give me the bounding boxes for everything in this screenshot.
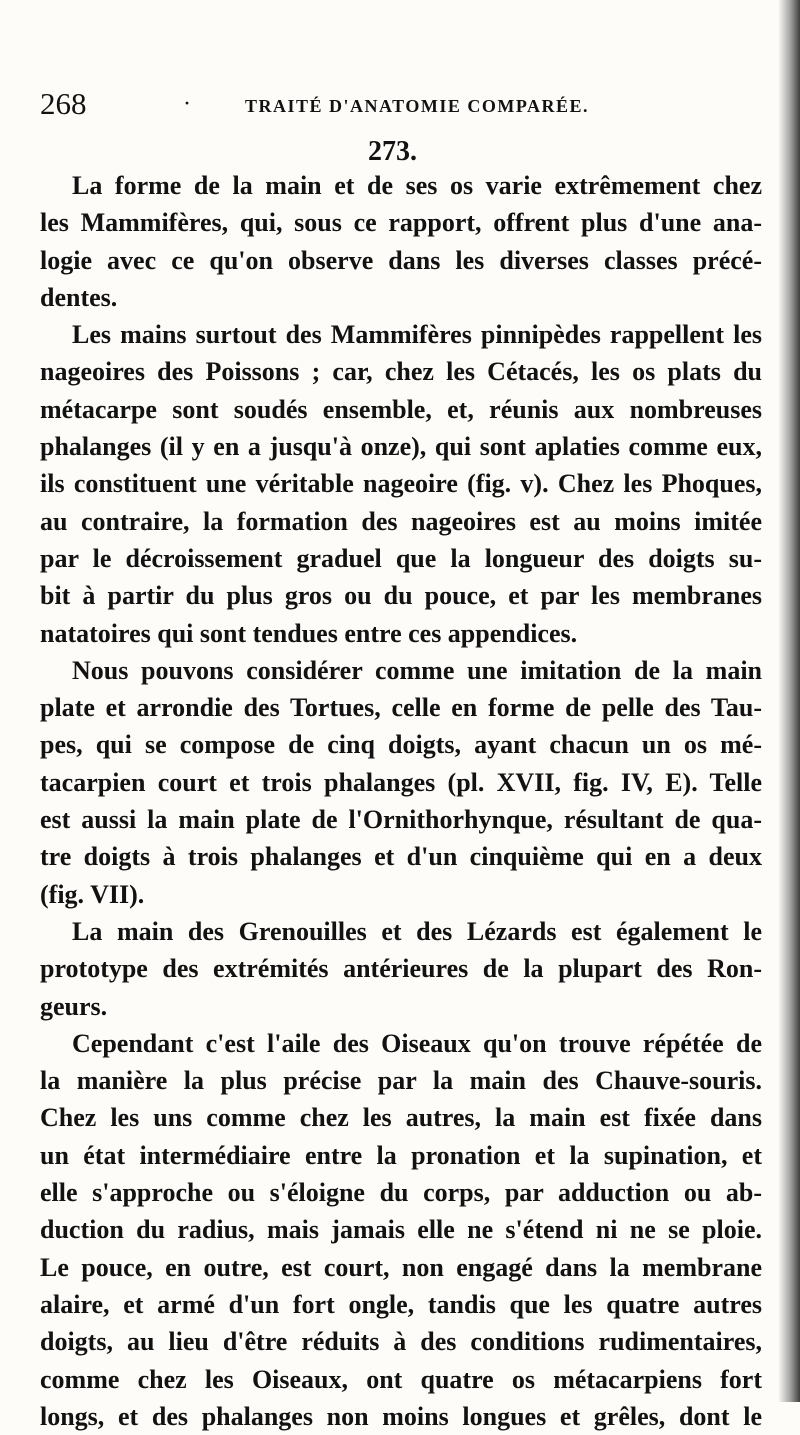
text-line: elle s'approche ou s'éloigne du corps, par adduction ou ab-: [40, 1178, 762, 1208]
text-line: (fig. VII).: [40, 879, 145, 909]
text-line: dentes.: [40, 282, 118, 312]
text-line: les Mammifères, qui, sous ce rapport, offrent plus d'une ana-: [40, 208, 762, 238]
text-line: geurs.: [40, 991, 108, 1021]
text-line: longs, et des phalanges non moins longues et grêles, dont le: [40, 1401, 762, 1431]
text-line: comme chez les Oiseaux, ont quatre os métacarpiens fort: [40, 1364, 762, 1394]
text-line: pes, qui se compose de cinq doigts, ayant chacun un os mé-: [40, 730, 762, 760]
page-spine-shadow: [778, 0, 800, 1402]
text-line: plate et arrondie des Tortues, celle en forme de pelle des Tau-: [40, 693, 762, 723]
text-line: logie avec ce qu'on observe dans les diverses classes précé-: [40, 245, 762, 275]
text-line: nageoires des Poissons ; car, chez les Cétacés, les os plats du: [40, 357, 762, 387]
text-line: la manière la plus précise par la main des Chauve-souris.: [40, 1066, 762, 1096]
text-line: tre doigts à trois phalanges et d'un cinquième qui en a deux: [40, 842, 762, 872]
text-line: La main des Grenouilles et des Lézards est également le: [72, 916, 762, 946]
text-line: duction du radius, mais jamais elle ne s'étend ni ne se ploie.: [40, 1215, 762, 1245]
page-number: 268: [40, 86, 87, 121]
body-text: [40, 167, 762, 1435]
header-separator: ·: [183, 91, 191, 117]
text-line: Nous pouvons considérer comme une imitation de la main: [72, 655, 762, 685]
text-line: ils constituent une véritable nageoire (fig. v). Chez les Phoques,: [40, 469, 762, 499]
text-line: La forme de la main et de ses os varie extrêmement chez: [72, 171, 762, 200]
text-line: prototype des extrémités antérieures de la plupart des Ron-: [40, 954, 762, 984]
text-line: tacarpien court et trois phalanges (pl. XVII, fig. IV, E). Telle: [40, 767, 762, 797]
text-line: alaire, et armé d'un fort ongle, tandis que les quatre autres: [40, 1289, 762, 1319]
text-line: métacarpe sont soudés ensemble, et, réunis aux nombreuses: [40, 394, 762, 424]
page-header: [40, 84, 600, 124]
text-line: phalanges (il y en a jusqu'à onze), qui sont aplaties comme eux,: [40, 432, 762, 462]
text-line: Cependant c'est l'aile des Oiseaux qu'on trouve répétée de: [72, 1028, 762, 1058]
section-number: 273.: [368, 136, 417, 167]
text-line: Le pouce, en outre, est court, non engagé dans la membrane: [40, 1252, 762, 1282]
text-line: un état intermédiaire entre la pronation et la supination, et: [40, 1140, 762, 1170]
text-line: par le décroissement graduel que la longueur des doigts su-: [40, 543, 762, 573]
text-line: Les mains surtout des Mammifères pinnipèdes rappellent les: [72, 320, 762, 350]
running-title: TRAITÉ D'ANATOMIE COMPARÉE.: [245, 96, 590, 116]
text-line: Chez les uns comme chez les autres, la main est fixée dans: [40, 1103, 762, 1133]
text-line: doigts, au lieu d'être réduits à des conditions rudimentaires,: [40, 1327, 762, 1357]
text-line: est aussi la main plate de l'Ornithorhynque, résultant de qua-: [40, 805, 762, 835]
text-line: bit à partir du plus gros ou du pouce, et par les membranes: [40, 581, 762, 611]
text-line: au contraire, la formation des nageoires est au moins imitée: [40, 506, 762, 536]
text-line: natatoires qui sont tendues entre ces appendices.: [40, 618, 578, 648]
